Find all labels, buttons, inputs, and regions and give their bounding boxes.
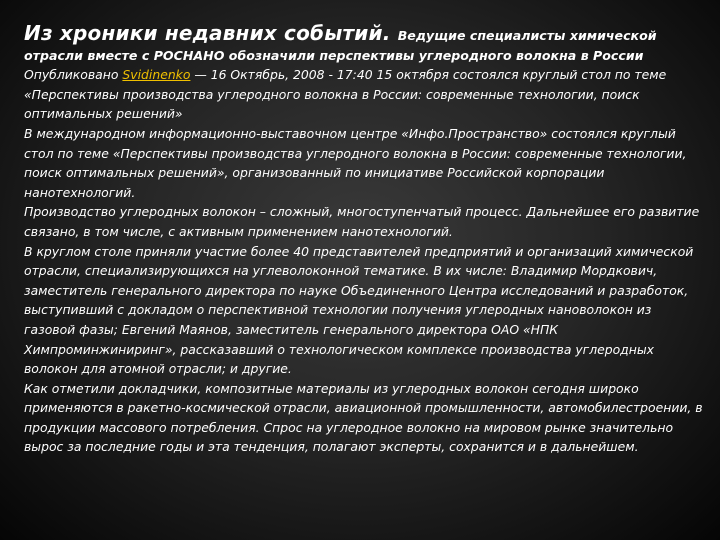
article-headline <box>24 21 704 65</box>
paragraph: В международном информационно-выставочном центре «Инфо.Пространство» состоялся круглый стол по теме «Перспективы производства углеродного волокна в России: современные технологии, поиск оптимальных решений», организованный по инициативе Российской корпорации нанотехнологий. <box>24 125 687 200</box>
author-link[interactable]: Svidinenko <box>122 67 191 83</box>
published-text: — 16 Октябрь, 2008 - 17:40 15 октября состоялся круглый стол по теме «Перспективы производства углеродного волокна в России: современные технологии, поиск оптимальных решений» <box>24 67 667 122</box>
published-prefix: Опубликовано <box>24 67 123 83</box>
paragraph: В круглом столе приняли участие более 40 представителей предприятий и организаций химической отрасли, специализирующихся на углеволоконной тематике. В их числе: Владимир Мордкович, заместитель генерального директора по науке Объединенного Центра исследований и разработок, выступивший с докладом о перспективной технологии получения углеродных нановолокон из газовой фазы; Евгений Маянов, заместитель генерального директора ОАО «НПК Химпроминжиниринг», рассказавший о технологическом комплексе производства углеродных волокон для атомной отрасли; и другие. <box>24 243 694 377</box>
paragraph: Как отметили докладчики, композитные материалы из углеродных волокон сегодня широко применяются в ракетно-космической отрасли, авиационной промышленности, автомобилестроении, в продукции массового потребления. Спрос на углеродное волокно на мировом рынке значительно вырос за последние годы и эта тенденция, полагают эксперты, сохранится и в дальнейшем. <box>24 380 703 455</box>
headline-subtitle: Ведущие специалисты химической отрасли вместе с РОСНАНО обозначили перспективы углеродного волокна в России <box>24 28 657 63</box>
headline-separator: . <box>382 21 398 45</box>
paragraph: Производство углеродных волокон – сложный, многоступенчатый процесс. Дальнейшее его развитие связано, в том числе, с активным применением нанотехнологий. <box>24 204 700 239</box>
published-line <box>24 65 704 124</box>
article-body <box>24 21 704 457</box>
headline-title: Из хроники недавних событий <box>24 21 383 45</box>
